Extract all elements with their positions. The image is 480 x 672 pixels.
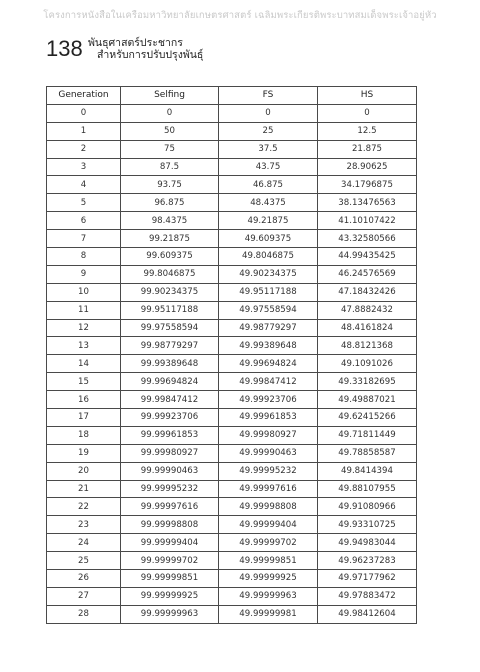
- inbreeding-table: [46, 86, 417, 624]
- column-header-hs: HS: [318, 87, 417, 105]
- selfing-cell: 99.99997616: [121, 498, 219, 516]
- table-row: [47, 283, 417, 301]
- fs-cell: 49.99999981: [219, 605, 318, 623]
- generation-cell: 16: [47, 391, 121, 409]
- generation-cell: 28: [47, 605, 121, 623]
- selfing-cell: 99.99999925: [121, 587, 219, 605]
- table-row: [47, 212, 417, 230]
- fs-cell: 49.8046875: [219, 248, 318, 266]
- table-row: [47, 498, 417, 516]
- selfing-cell: 98.4375: [121, 212, 219, 230]
- generation-cell: 1: [47, 122, 121, 140]
- fs-cell: 49.99999925: [219, 570, 318, 588]
- hs-cell: 21.875: [318, 140, 417, 158]
- selfing-cell: 0: [121, 104, 219, 122]
- generation-cell: 25: [47, 552, 121, 570]
- table-row: [47, 605, 417, 623]
- table-row: [47, 301, 417, 319]
- table-row: [47, 587, 417, 605]
- selfing-cell: 96.875: [121, 194, 219, 212]
- watermark-text: โครงการหนังสือในเครือมหาวิทยาลัยเกษตรศาสตร์ เฉลิมพระเกียรติพระบาทสมเด็จพระเจ้าอยู่หัว: [43, 10, 437, 21]
- generation-cell: 6: [47, 212, 121, 230]
- generation-cell: 26: [47, 570, 121, 588]
- selfing-cell: 99.95117188: [121, 301, 219, 319]
- selfing-cell: 99.99847412: [121, 391, 219, 409]
- selfing-cell: 99.99998808: [121, 516, 219, 534]
- table-row: [47, 140, 417, 158]
- hs-cell: 49.78858587: [318, 444, 417, 462]
- hs-cell: 49.33182695: [318, 373, 417, 391]
- fs-cell: 25: [219, 122, 318, 140]
- fs-cell: 49.21875: [219, 212, 318, 230]
- table-row: [47, 265, 417, 283]
- fs-cell: 49.99999851: [219, 552, 318, 570]
- table-row: [47, 444, 417, 462]
- table-row: [47, 337, 417, 355]
- generation-cell: 15: [47, 373, 121, 391]
- hs-cell: 49.94983044: [318, 534, 417, 552]
- selfing-cell: 99.8046875: [121, 265, 219, 283]
- hs-cell: 41.10107422: [318, 212, 417, 230]
- table-row: [47, 104, 417, 122]
- generation-cell: 17: [47, 409, 121, 427]
- generation-cell: 20: [47, 462, 121, 480]
- generation-cell: 7: [47, 230, 121, 248]
- fs-cell: 0: [219, 104, 318, 122]
- selfing-cell: 99.99995232: [121, 480, 219, 498]
- selfing-cell: 99.99999963: [121, 605, 219, 623]
- fs-cell: 49.98779297: [219, 319, 318, 337]
- hs-cell: 46.24576569: [318, 265, 417, 283]
- table-header-row: [47, 87, 417, 105]
- hs-cell: 47.18432426: [318, 283, 417, 301]
- generation-cell: 10: [47, 283, 121, 301]
- hs-cell: 49.71811449: [318, 426, 417, 444]
- page-number: 138: [46, 36, 83, 61]
- selfing-cell: 99.99999851: [121, 570, 219, 588]
- table-row: [47, 570, 417, 588]
- fs-cell: 49.99999404: [219, 516, 318, 534]
- generation-cell: 13: [47, 337, 121, 355]
- fs-cell: 49.99847412: [219, 373, 318, 391]
- generation-cell: 3: [47, 158, 121, 176]
- generation-cell: 18: [47, 426, 121, 444]
- hs-cell: 49.98412604: [318, 605, 417, 623]
- column-header-fs: FS: [219, 87, 318, 105]
- fs-cell: 49.609375: [219, 230, 318, 248]
- column-header-generation: Generation: [47, 87, 121, 105]
- table-row: [47, 409, 417, 427]
- generation-cell: 24: [47, 534, 121, 552]
- generation-cell: 14: [47, 355, 121, 373]
- selfing-cell: 99.97558594: [121, 319, 219, 337]
- column-header-selfing: Selfing: [121, 87, 219, 105]
- fs-cell: 49.90234375: [219, 265, 318, 283]
- hs-cell: 28.90625: [318, 158, 417, 176]
- hs-cell: 34.1796875: [318, 176, 417, 194]
- fs-cell: 49.99990463: [219, 444, 318, 462]
- selfing-cell: 99.99999404: [121, 534, 219, 552]
- selfing-cell: 99.99389648: [121, 355, 219, 373]
- hs-cell: 48.4161824: [318, 319, 417, 337]
- hs-cell: 0: [318, 104, 417, 122]
- hs-cell: 48.8121368: [318, 337, 417, 355]
- hs-cell: 38.13476563: [318, 194, 417, 212]
- selfing-cell: 50: [121, 122, 219, 140]
- fs-cell: 49.99995232: [219, 462, 318, 480]
- table-row: [47, 194, 417, 212]
- fs-cell: 48.4375: [219, 194, 318, 212]
- hs-cell: 49.62415266: [318, 409, 417, 427]
- generation-cell: 0: [47, 104, 121, 122]
- selfing-cell: 99.609375: [121, 248, 219, 266]
- hs-cell: 49.8414394: [318, 462, 417, 480]
- hs-cell: 49.1091026: [318, 355, 417, 373]
- generation-cell: 19: [47, 444, 121, 462]
- selfing-cell: 87.5: [121, 158, 219, 176]
- table-row: [47, 248, 417, 266]
- generation-cell: 27: [47, 587, 121, 605]
- selfing-cell: 75: [121, 140, 219, 158]
- table-row: [47, 426, 417, 444]
- fs-cell: 49.99997616: [219, 480, 318, 498]
- hs-cell: 49.97883472: [318, 587, 417, 605]
- fs-cell: 46.875: [219, 176, 318, 194]
- fs-cell: 49.99694824: [219, 355, 318, 373]
- table-row: [47, 552, 417, 570]
- book-title-line1: พันธุศาสตร์ประชากร: [88, 37, 183, 49]
- fs-cell: 49.99998808: [219, 498, 318, 516]
- generation-cell: 22: [47, 498, 121, 516]
- table-row: [47, 516, 417, 534]
- table-row: [47, 355, 417, 373]
- table-row: [47, 391, 417, 409]
- fs-cell: 49.95117188: [219, 283, 318, 301]
- table-row: [47, 176, 417, 194]
- hs-cell: 12.5: [318, 122, 417, 140]
- table-row: [47, 373, 417, 391]
- generation-cell: 21: [47, 480, 121, 498]
- fs-cell: 49.99923706: [219, 391, 318, 409]
- fs-cell: 37.5: [219, 140, 318, 158]
- fs-cell: 49.99999702: [219, 534, 318, 552]
- fs-cell: 49.99961853: [219, 409, 318, 427]
- selfing-cell: 99.98779297: [121, 337, 219, 355]
- table-row: [47, 158, 417, 176]
- table-row: [47, 319, 417, 337]
- generation-cell: 23: [47, 516, 121, 534]
- hs-cell: 49.93310725: [318, 516, 417, 534]
- selfing-cell: 99.21875: [121, 230, 219, 248]
- selfing-cell: 93.75: [121, 176, 219, 194]
- fs-cell: 49.99389648: [219, 337, 318, 355]
- selfing-cell: 99.99961853: [121, 426, 219, 444]
- fs-cell: 49.99980927: [219, 426, 318, 444]
- book-title-line2: สำหรับการปรับปรุงพันธุ์: [97, 49, 204, 61]
- selfing-cell: 99.99980927: [121, 444, 219, 462]
- fs-cell: 49.99999963: [219, 587, 318, 605]
- generation-cell: 8: [47, 248, 121, 266]
- hs-cell: 49.49887021: [318, 391, 417, 409]
- generation-cell: 5: [47, 194, 121, 212]
- table-row: [47, 122, 417, 140]
- hs-cell: 49.97177962: [318, 570, 417, 588]
- table-row: [47, 534, 417, 552]
- generation-cell: 4: [47, 176, 121, 194]
- generation-cell: 12: [47, 319, 121, 337]
- hs-cell: 43.32580566: [318, 230, 417, 248]
- table-row: [47, 480, 417, 498]
- generation-cell: 9: [47, 265, 121, 283]
- generation-cell: 2: [47, 140, 121, 158]
- hs-cell: 47.8882432: [318, 301, 417, 319]
- selfing-cell: 99.99990463: [121, 462, 219, 480]
- hs-cell: 49.88107955: [318, 480, 417, 498]
- generation-cell: 11: [47, 301, 121, 319]
- selfing-cell: 99.99923706: [121, 409, 219, 427]
- table-row: [47, 462, 417, 480]
- selfing-cell: 99.99999702: [121, 552, 219, 570]
- selfing-cell: 99.99694824: [121, 373, 219, 391]
- hs-cell: 49.91080966: [318, 498, 417, 516]
- book-title: [88, 37, 203, 61]
- hs-cell: 49.96237283: [318, 552, 417, 570]
- table-row: [47, 230, 417, 248]
- selfing-cell: 99.90234375: [121, 283, 219, 301]
- hs-cell: 44.99435425: [318, 248, 417, 266]
- fs-cell: 49.97558594: [219, 301, 318, 319]
- fs-cell: 43.75: [219, 158, 318, 176]
